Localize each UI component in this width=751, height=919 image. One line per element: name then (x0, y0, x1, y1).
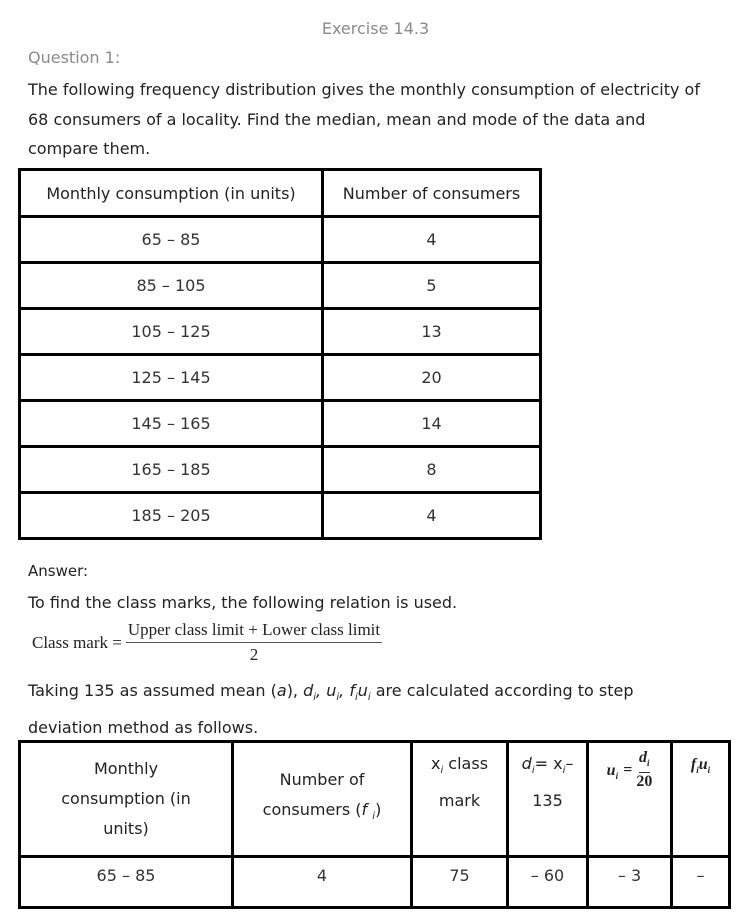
cell-step-deviation: – 3 (588, 857, 672, 908)
header-class-mark: $x_i$ class mark (412, 742, 508, 857)
cell-count: 14 (323, 401, 541, 447)
answer-intro: To find the class marks, the following relation is used. (28, 593, 458, 612)
question-line: The following frequency distribution gives the monthly consumption of electricity of (28, 80, 700, 99)
cell-range: 85 – 105 (20, 263, 323, 309)
header-step-deviation: $u_i$ = $\frac{d_i}{20}$ (588, 742, 672, 857)
cell-deviation: – 60 (508, 857, 588, 908)
question-line: compare them. (28, 139, 151, 158)
formula-denominator: 2 (249, 645, 259, 664)
cell-range: 165 – 185 (20, 447, 323, 493)
table-row (20, 447, 541, 493)
table-row (20, 857, 730, 908)
cell-range: 65 – 85 (20, 857, 233, 908)
table-header-row (20, 742, 730, 857)
table-row (20, 401, 541, 447)
step-deviation-table (18, 740, 731, 909)
cell-fiui: – (672, 857, 730, 908)
method-line: deviation method as follows. (28, 717, 259, 737)
header-number-of-consumers: Number of consumers (f $_i$) (233, 742, 412, 857)
question-label: Question 1: (28, 48, 121, 67)
header-fiui: $f_iu_i$ (672, 742, 730, 857)
table-row (20, 309, 541, 355)
cell-range: 105 – 125 (20, 309, 323, 355)
cell-range: 125 – 145 (20, 355, 323, 401)
formula-numerator: Upper class limit + Lower class limit (126, 620, 382, 643)
cell-count: 5 (323, 263, 541, 309)
cell-count: 13 (323, 309, 541, 355)
formula-fraction (126, 620, 382, 665)
cell-count: 4 (323, 217, 541, 263)
cell-range: 65 – 85 (20, 217, 323, 263)
answer-label: Answer: (28, 562, 89, 580)
cell-class-mark: 75 (412, 857, 508, 908)
formula-lhs: Class mark = (32, 632, 122, 652)
header-monthly-consumption: Monthly consumption (in units) (20, 742, 233, 857)
cell-range: 145 – 165 (20, 401, 323, 447)
question-line: 68 consumers of a locality. Find the median, mean and mode of the data and (28, 109, 646, 129)
table-row (20, 217, 541, 263)
class-mark-formula (32, 620, 382, 665)
table-row (20, 493, 541, 539)
header-number-of-consumers: Number of consumers (323, 170, 541, 217)
header-monthly-consumption: Monthly consumption (in units) (20, 170, 323, 217)
frequency-table (18, 168, 542, 540)
table-header-row (20, 170, 541, 217)
cell-range: 185 – 205 (20, 493, 323, 539)
header-deviation: $d_i= x_i-$ 135 (508, 742, 588, 857)
cell-count: 4 (323, 493, 541, 539)
table-row (20, 263, 541, 309)
question-text (28, 75, 700, 164)
cell-frequency: 4 (233, 857, 412, 908)
cell-count: 8 (323, 447, 541, 493)
method-text (28, 676, 634, 742)
cell-count: 20 (323, 355, 541, 401)
exercise-title: Exercise 14.3 (321, 19, 430, 38)
table-row (20, 355, 541, 401)
method-line: Taking 135 as assumed mean (a), $d_i$, $u_i$, $f_iu_i$ are calculated according to step (28, 681, 634, 704)
